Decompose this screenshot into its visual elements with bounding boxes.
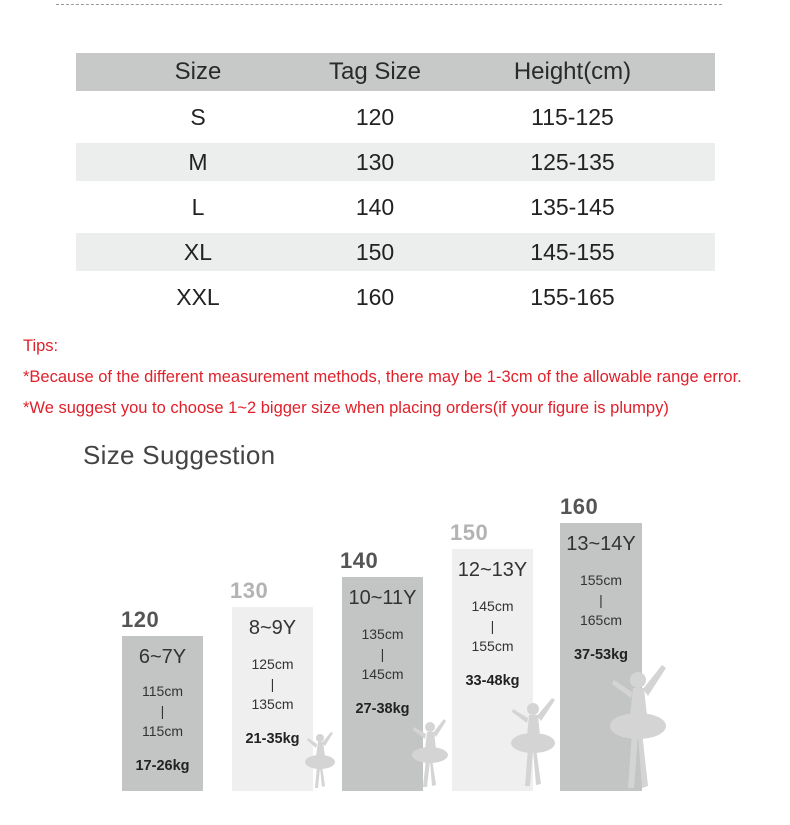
height-cell: 145-155 <box>530 238 615 265</box>
table-header-row <box>76 53 715 91</box>
bar-height-min: 145cm <box>471 598 514 614</box>
height-cell: 115-125 <box>531 103 614 130</box>
dashed-divider <box>56 4 722 5</box>
bar-tag-label: 120 <box>121 607 160 632</box>
bar-tag-label: 150 <box>450 520 489 545</box>
bar-tag-label: 130 <box>230 578 269 603</box>
bar-weight: 37-53kg <box>573 647 628 663</box>
ballerina-icon <box>298 726 338 796</box>
table-row <box>76 181 715 233</box>
size-suggestion-title: Size Suggestion <box>83 440 276 470</box>
bar-height-max: 135cm <box>251 696 294 712</box>
ballerina-icon <box>602 658 674 802</box>
bar-height-sep: | <box>270 676 275 692</box>
bar-weight: 27-38kg <box>355 701 410 717</box>
tips-line-1: *Because of the different measurement methods, there may be 1-3cm of the allowable range error. <box>23 368 742 386</box>
ballerina-icon <box>503 692 561 796</box>
bar-height-min: 115cm <box>142 683 183 699</box>
tag-size-cell: 140 <box>355 193 395 220</box>
table-row <box>76 143 715 181</box>
tips-line-2: *We suggest you to choose 1~2 bigger size when placing orders(if your figure is plumpy) <box>23 399 669 417</box>
bar-tag-label: 140 <box>340 548 379 573</box>
bar-height-sep: | <box>490 618 495 634</box>
bar-age: 13~14Y <box>566 533 636 555</box>
size-cell: XL <box>183 238 213 265</box>
bar-height-min: 135cm <box>361 626 404 642</box>
size-table <box>76 53 715 323</box>
bar-tag-label: 160 <box>560 494 599 519</box>
table-row <box>76 233 715 271</box>
height-cell: 125-135 <box>530 148 615 175</box>
tips-block <box>23 331 742 424</box>
header-height: Height(cm) <box>513 58 632 85</box>
size-cell: M <box>188 148 208 175</box>
tips-heading: Tips: <box>23 337 59 355</box>
header-size: Size <box>174 58 222 85</box>
bar-height-max: 165cm <box>579 612 623 628</box>
table-row <box>76 271 715 323</box>
bar-height-max: 155cm <box>471 638 514 654</box>
bar-height-max: 115cm <box>142 723 183 739</box>
bar-height-max: 145cm <box>361 666 404 682</box>
bar-height-min: 155cm <box>579 572 623 588</box>
bar-age: 12~13Y <box>457 559 528 581</box>
size-cell: L <box>191 193 205 220</box>
bar-weight: 21-35kg <box>245 731 300 747</box>
size-cell: XXL <box>176 283 220 310</box>
table-row <box>76 91 715 143</box>
size-cell: S <box>190 103 206 130</box>
bar-height-sep: | <box>599 592 603 608</box>
tag-size-cell: 160 <box>355 283 395 310</box>
bar-height-sep: | <box>380 646 385 662</box>
size-bar-120 <box>122 636 203 791</box>
bar-weight: 17-26kg <box>135 758 190 774</box>
bar-weight: 33-48kg <box>465 673 520 689</box>
bar-age: 6~7Y <box>138 646 187 668</box>
ballerina-icon <box>405 713 451 795</box>
bar-age: 8~9Y <box>248 617 297 639</box>
bar-height-min: 125cm <box>251 656 294 672</box>
tag-size-cell: 120 <box>355 103 395 130</box>
bar-age: 10~11Y <box>348 587 417 609</box>
height-cell: 155-165 <box>530 283 615 310</box>
tag-size-cell: 130 <box>355 148 395 175</box>
height-cell: 135-145 <box>530 193 615 220</box>
bar-height-sep: | <box>160 703 165 719</box>
tag-size-cell: 150 <box>355 238 395 265</box>
header-tag-size: Tag Size <box>328 58 422 85</box>
